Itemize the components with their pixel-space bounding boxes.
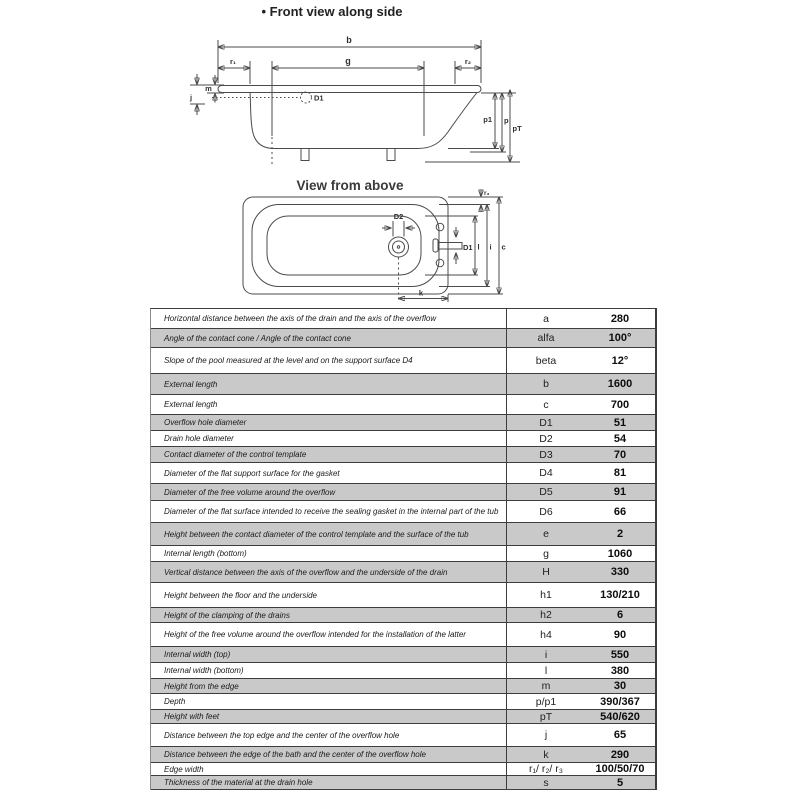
row-description: Internal length (bottom) (151, 546, 507, 561)
table-row (151, 724, 655, 747)
dim-label-r1: r₁ (229, 57, 237, 66)
row-symbol: D4 (539, 467, 553, 479)
row-description: Distance between the edge of the bath and the center of the overflow hole (151, 747, 507, 762)
dim-label-g: g (345, 56, 351, 66)
table-row (151, 309, 655, 329)
row-symbol: D5 (539, 486, 553, 498)
row-description: Height from the edge (151, 679, 507, 693)
row-description: Thickness of the material at the drain hole (151, 776, 507, 789)
row-description: Internal width (bottom) (151, 663, 507, 678)
row-value: 65 (613, 729, 627, 741)
tub-rim-inner-edge (252, 205, 439, 287)
row-symbol: l (544, 664, 548, 677)
row-symbol: k (543, 748, 549, 761)
row-value: 2 (616, 528, 624, 540)
table-row (151, 679, 655, 694)
table-row (151, 546, 655, 562)
table-row (151, 395, 655, 415)
row-symbol: i (544, 648, 548, 661)
dim-label-c: c (501, 242, 506, 252)
row-symbol: H (542, 566, 550, 578)
table-row (151, 463, 655, 484)
dim-label-d2: D2 (393, 212, 404, 221)
row-value: 90 (613, 628, 627, 641)
row-symbol: h1 (540, 589, 552, 601)
mount-hole-bottom (436, 259, 444, 267)
row-value: 51 (613, 416, 627, 429)
row-description: Drain hole diameter (151, 431, 507, 446)
row-value: 6 (616, 609, 624, 621)
row-description: Diameter of the free volume around the overflow (151, 484, 507, 500)
dim-label-p1: p1 (483, 115, 492, 124)
row-value: 100° (608, 332, 632, 344)
row-description: Slope of the pool measured at the level and on the support surface D4 (151, 348, 507, 373)
row-symbol: a (543, 312, 549, 325)
row-value: 91 (613, 486, 627, 498)
row-description: Internal width (top) (151, 647, 507, 662)
row-value: 5 (616, 776, 624, 789)
table-row (151, 623, 655, 647)
row-description: Horizontal distance between the axis of the drain and the axis of the overflow (151, 309, 507, 328)
row-value: 1600 (607, 378, 633, 390)
row-description: Overflow hole diameter (151, 415, 507, 430)
table-row (151, 608, 655, 623)
drain-hole-center (397, 246, 399, 248)
tub-outer-edge (243, 197, 448, 294)
row-value: 290 (610, 748, 630, 761)
row-value: 100/50/70 (595, 763, 645, 775)
row-value: 12° (611, 354, 629, 367)
dim-label-j: j (189, 93, 193, 102)
table-row (151, 583, 655, 608)
dim-label-d1-above: D1 (463, 243, 473, 252)
table-row (151, 562, 655, 583)
dim-label-i: i (489, 242, 492, 252)
row-description: Diameter of the flat support surface for the gasket (151, 463, 507, 483)
row-symbol: D3 (539, 448, 553, 461)
table-row (151, 647, 655, 663)
row-description: Height of the clamping of the drains (151, 608, 507, 622)
row-description: Diameter of the flat surface intended to receive the sealing gasket in the internal part of the tub (151, 501, 507, 522)
row-description: Height with feet (151, 710, 507, 723)
table-row (151, 694, 655, 710)
row-description: Angle of the contact cone / Angle of the contact cone (151, 329, 507, 347)
row-symbol: b (543, 378, 549, 390)
table-row (151, 431, 655, 447)
front-view-drawing (189, 35, 522, 166)
dim-ext-lines-d2 (393, 221, 404, 237)
row-symbol: p/p1 (535, 695, 557, 708)
dim-label-m: m (205, 84, 212, 93)
dim-label-pt: pT (512, 124, 522, 133)
row-symbol: pT (539, 710, 553, 723)
row-value: 700 (610, 398, 630, 411)
row-description: External length (151, 395, 507, 414)
row-description: External length (151, 374, 507, 394)
row-description: Contact diameter of the control template (151, 447, 507, 462)
tub-rim (218, 86, 481, 93)
row-value: 70 (613, 448, 627, 461)
table-row (151, 747, 655, 763)
row-value: 130/210 (600, 589, 640, 601)
table-row (151, 776, 655, 790)
row-description: Height between the contact diameter of the control template and the surface of the tub (151, 523, 507, 545)
table-row (151, 447, 655, 463)
row-value: 330 (610, 566, 630, 578)
dim-label-b: b (346, 35, 352, 45)
front-view-title: • Front view along side (261, 4, 403, 19)
row-value: 54 (613, 432, 627, 445)
table-row (151, 501, 655, 523)
row-symbol: c (543, 398, 549, 411)
dim-label-r2: r₂ (464, 57, 472, 66)
dim-label-p: p (504, 116, 509, 125)
bathtub-diagrams (0, 0, 800, 308)
table-row (151, 484, 655, 501)
tub-side-outline (250, 93, 477, 149)
row-symbol: m (541, 680, 551, 692)
row-symbol: D1 (539, 416, 553, 429)
mount-hole-top (436, 223, 444, 231)
tub-foot-left (301, 149, 309, 161)
table-row (151, 523, 655, 546)
table-row (151, 763, 655, 776)
row-symbol: g (543, 547, 549, 560)
row-description: Height between the floor and the underside (151, 583, 507, 607)
row-symbol: h4 (540, 628, 552, 641)
above-view-title: View from above (296, 178, 404, 193)
table-row (151, 415, 655, 431)
row-value: 81 (613, 467, 627, 479)
overflow-slot (433, 239, 438, 252)
row-symbol: alfa (537, 332, 555, 344)
row-value: 390/367 (600, 695, 640, 708)
row-value: 66 (613, 505, 627, 518)
dim-ext-lines-g (272, 61, 424, 136)
row-symbol: s (543, 776, 549, 789)
table-row (151, 348, 655, 374)
above-view-drawing (243, 190, 506, 303)
dim-label-l: l (477, 242, 480, 252)
overflow-hole-dashed-circle (301, 92, 312, 103)
row-description: Height of the free volume around the overflow intended for the installation of the latter (151, 623, 507, 646)
row-symbol: e (543, 528, 549, 540)
table-row (151, 710, 655, 724)
row-value: 540/620 (600, 710, 640, 723)
row-value: 280 (610, 312, 630, 325)
row-value: 380 (610, 664, 630, 677)
row-symbol: D2 (539, 432, 553, 445)
spec-table (150, 308, 657, 790)
row-description: Vertical distance between the axis of the overflow and the underside of the drain (151, 562, 507, 582)
row-description: Distance between the top edge and the center of the overflow hole (151, 724, 507, 746)
tub-foot-right (387, 149, 395, 161)
row-symbol: r₁/ r₂/ r₃ (528, 763, 564, 775)
row-value: 30 (613, 680, 627, 692)
drain-hole-inner (393, 241, 405, 253)
row-symbol: D6 (539, 505, 553, 518)
row-symbol: beta (535, 354, 557, 367)
dim-label-k: k (418, 288, 424, 298)
dim-label-r3: r₃ (484, 190, 490, 197)
row-value: 550 (610, 648, 630, 661)
overflow-channel (438, 243, 462, 250)
table-row (151, 663, 655, 679)
row-description: Edge width (151, 763, 507, 775)
drain-hole-outer (389, 237, 409, 257)
row-symbol: j (544, 729, 548, 741)
row-symbol: h2 (540, 609, 552, 621)
table-row (151, 329, 655, 348)
row-description: Depth (151, 694, 507, 709)
table-row (151, 374, 655, 395)
row-value: 1060 (607, 547, 633, 560)
dim-label-d1-front: D1 (314, 93, 324, 103)
